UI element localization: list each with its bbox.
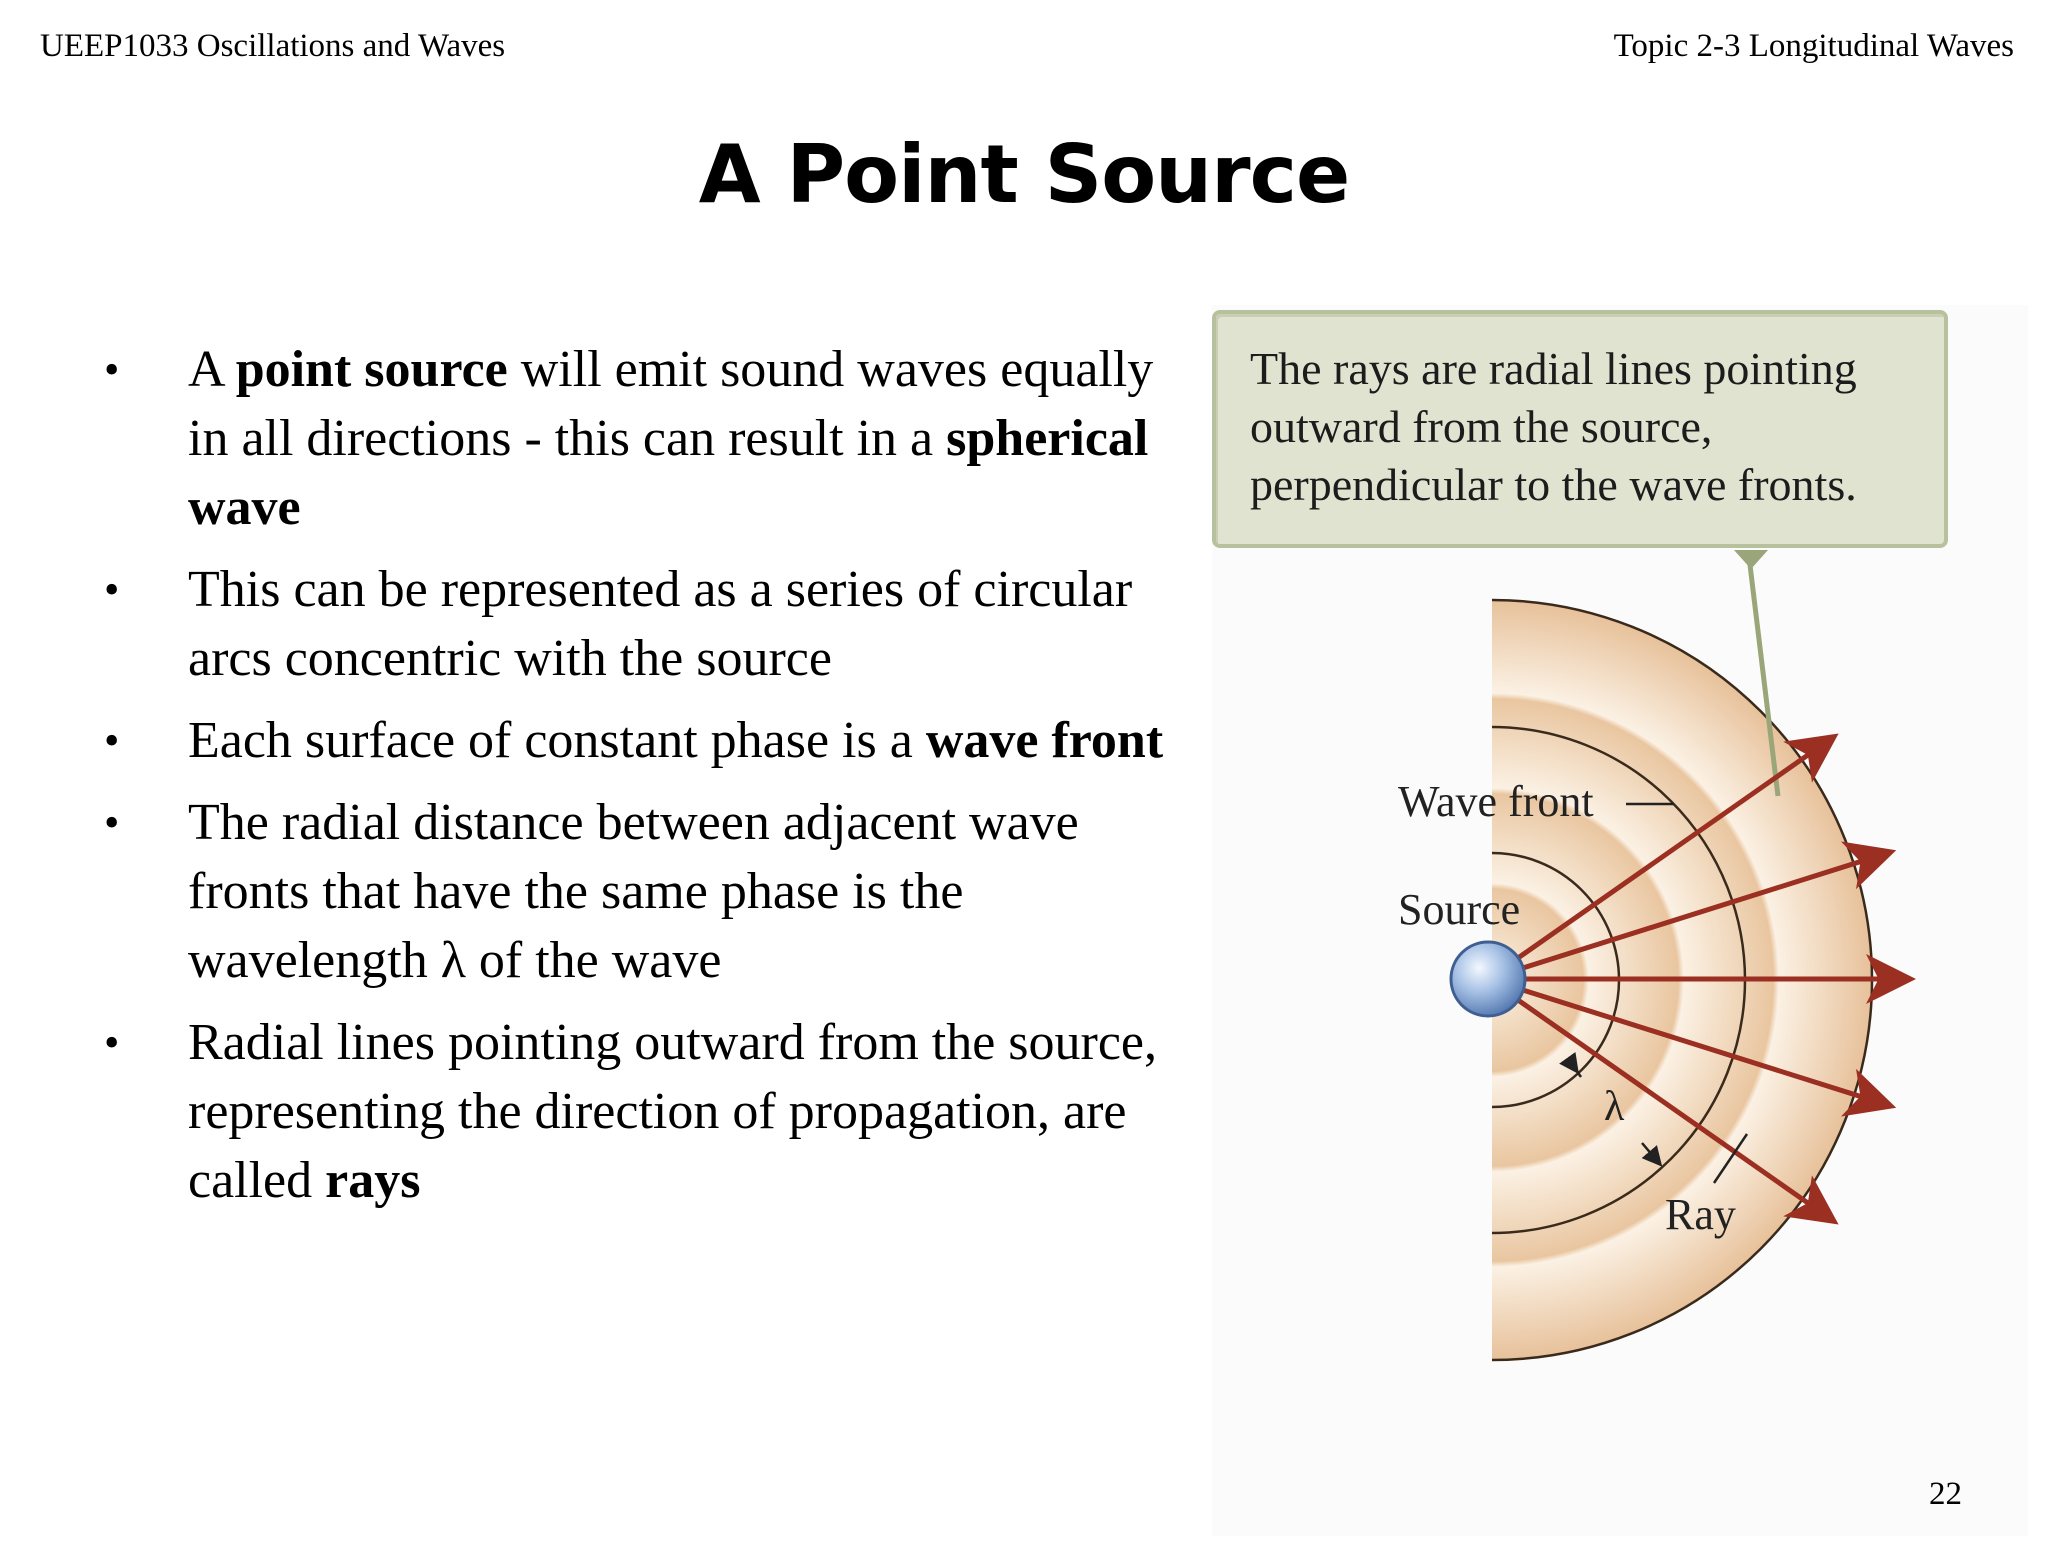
source-sphere <box>1451 942 1525 1016</box>
bullet-bold-term: spherical wave <box>188 410 1149 536</box>
bullet-item <box>104 335 1204 542</box>
bullet-bold-term: point source <box>235 341 508 398</box>
topic-header: Topic 2-3 Longitudinal Waves <box>1613 28 2014 64</box>
wave-front-label: Wave front <box>1398 777 1594 826</box>
wavelength-label: λ <box>1604 1084 1625 1130</box>
bullet-dot-icon: • <box>104 345 120 394</box>
bullet-dot-icon: • <box>104 798 120 847</box>
bullet-bold-term: wave front <box>925 712 1164 769</box>
callout-text-line: The rays are radial lines pointing <box>1250 343 1857 394</box>
bullet-text: This can be represented as a series of circular arcs concentric with the source <box>188 561 1133 687</box>
bullet-item <box>104 1008 1204 1215</box>
bullet-bold-term: rays <box>325 1152 421 1209</box>
bullet-item <box>104 555 1204 693</box>
course-header: UEEP1033 Oscillations and Waves <box>40 28 506 64</box>
callout-text-line: outward from the source, <box>1250 401 1713 452</box>
bullet-text: Radial lines pointing outward from the source, representing the direction of propagation, are called <box>188 1014 1158 1209</box>
bullet-dot-icon: • <box>104 565 120 614</box>
bullet-list <box>104 335 1204 1228</box>
bullet-dot-icon: • <box>104 1018 120 1067</box>
page-number: 22 <box>1929 1476 1962 1512</box>
bullet-text: The radial distance between adjacent wave fronts that have the same phase is the wavelength λ of the wave <box>188 794 1079 989</box>
bullet-dot-icon: • <box>104 716 120 765</box>
ray-label: Ray <box>1665 1190 1736 1239</box>
callout-pointer-tip <box>1734 550 1768 569</box>
bullet-text: will emit sound waves equally in all directions - this can result in a <box>188 341 1154 467</box>
bullet-text: Each surface of constant phase is a <box>188 712 926 769</box>
slide-title: A Point Source <box>698 128 1350 221</box>
bullet-item <box>104 788 1204 995</box>
rays-callout-box <box>1212 310 1948 548</box>
bullet-text: A <box>188 341 236 398</box>
callout-text-line: perpendicular to the wave fronts. <box>1250 459 1857 510</box>
source-label: Source <box>1398 885 1521 934</box>
bullet-item <box>104 706 1204 775</box>
